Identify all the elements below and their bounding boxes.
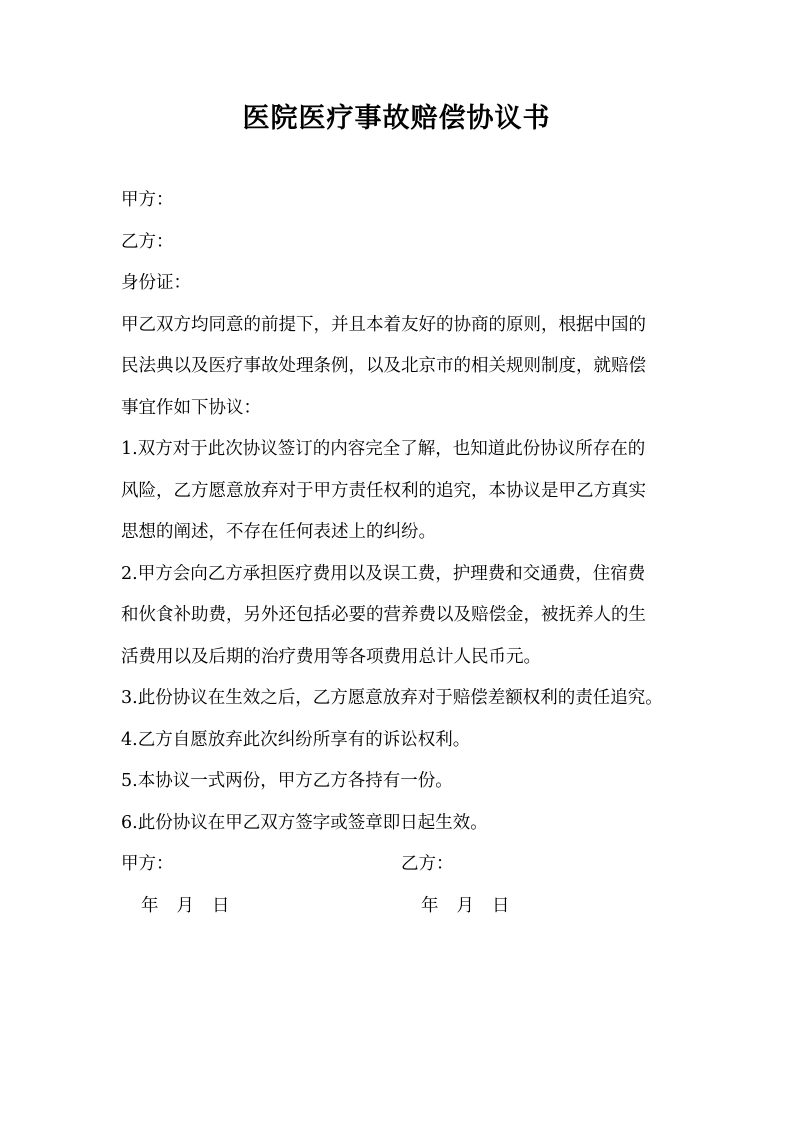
clause-3: 3.此份协议在生效之后，乙方愿意放弃对于赔偿差额权利的责任追究。 — [121, 688, 663, 708]
month-label: 月 — [176, 895, 194, 916]
party-a-field: 甲方： — [121, 190, 174, 210]
year-label: 年 — [141, 895, 159, 916]
clause-1-line: 思想的阐述，不存在任何表述上的纠纷。 — [121, 522, 436, 542]
clause-2-line: 活费用以及后期的治疗费用等各项费用总计人民币元。 — [121, 646, 541, 667]
party-b-signature-label: 乙方： — [401, 854, 454, 874]
clause-1-line: 1.双方对于此次协议签订的内容完全了解，也知道此份协议所存在的 — [121, 439, 646, 459]
clause-1-line: 风险，乙方愿意放弃对于甲方责任权利的追究，本协议是甲乙方真实 — [121, 480, 646, 501]
date-row — [121, 886, 691, 928]
document-body — [121, 180, 691, 927]
clause-2-line: 和伙食补助费，另外还包括必要的营养费以及赔偿金，被抚养人的生 — [121, 605, 646, 625]
year-label: 年 — [421, 895, 439, 916]
intro-line: 事宜作如下协议： — [121, 397, 261, 418]
clause-2-line: 2.甲方会向乙方承担医疗费用以及误工费，护理费和交通费，住宿费 — [121, 563, 646, 584]
clause-6: 6.此份协议在甲乙双方签字或签章即日起生效。 — [121, 812, 488, 833]
month-label: 月 — [456, 895, 474, 916]
party-a-date — [141, 886, 248, 928]
document-title: 医院医疗事故赔偿协议书 — [242, 103, 551, 134]
clause-5: 5.本协议一式两份，甲方乙方各持有一份。 — [121, 771, 453, 791]
day-label: 日 — [492, 895, 510, 916]
party-b-date — [421, 886, 528, 928]
id-card-field: 身份证： — [121, 273, 191, 293]
intro-line: 民法典以及医疗事故处理条例，以及北京市的相关规则制度，就赔偿 — [121, 356, 646, 376]
clause-4: 4.乙方自愿放弃此次纠纷所享有的诉讼权利。 — [121, 729, 471, 750]
intro-line: 甲乙双方均同意的前提下，并且本着友好的协商的原则，根据中国的 — [121, 314, 646, 335]
party-a-signature-label: 甲方： — [121, 854, 174, 874]
party-b-field: 乙方： — [121, 231, 174, 252]
signature-row — [121, 844, 691, 886]
day-label: 日 — [212, 895, 230, 916]
